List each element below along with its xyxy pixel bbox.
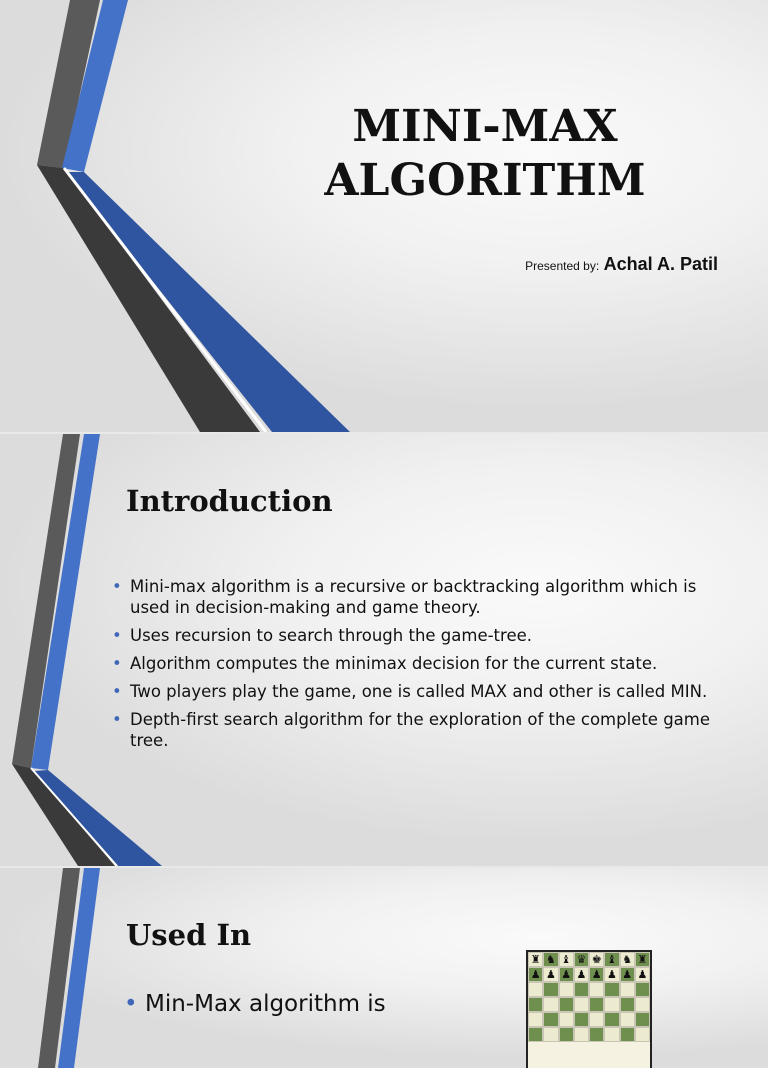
slide-heading: Used In xyxy=(126,918,252,952)
list-item: • Uses recursion to search through the game-tree. xyxy=(112,625,712,646)
presenter-name: Achal A. Patil xyxy=(603,254,718,274)
list-item: • Depth-first search algorithm for the exploration of the complete game tree. xyxy=(112,709,712,751)
list-item: • Min-Max algorithm is xyxy=(124,990,454,1019)
presenter xyxy=(525,254,718,275)
title-line-2: ALGORITHM xyxy=(324,155,646,206)
title-line-1: MINI-MAX xyxy=(352,101,618,152)
list-item: • Two players play the game, one is called MAX and other is called MIN. xyxy=(112,681,712,702)
presenter-label: Presented by: xyxy=(525,259,600,273)
slide-heading: Introduction xyxy=(126,484,333,518)
chessboard-image xyxy=(526,950,652,1068)
bullet-list xyxy=(112,576,712,758)
slide-title xyxy=(300,100,670,208)
title-slide xyxy=(0,0,768,432)
list-item: • Mini-max algorithm is a recursive or backtracking algorithm which is used in decision-making and game theory. xyxy=(112,576,712,618)
decorative-stripes xyxy=(0,0,768,432)
introduction-slide xyxy=(0,434,768,866)
used-in-slide xyxy=(0,868,768,1068)
decorative-stripes xyxy=(0,868,768,1068)
chessboard-cells: ♜ ♞ ♝ ♛ ♚ ♝ ♞ ♜ ♟ ♟ ♟ ♟ ♟ ♟ ♟ ♟ xyxy=(528,952,650,1042)
bullet-list xyxy=(124,990,454,1019)
list-item: • Algorithm computes the minimax decision for the current state. xyxy=(112,653,712,674)
